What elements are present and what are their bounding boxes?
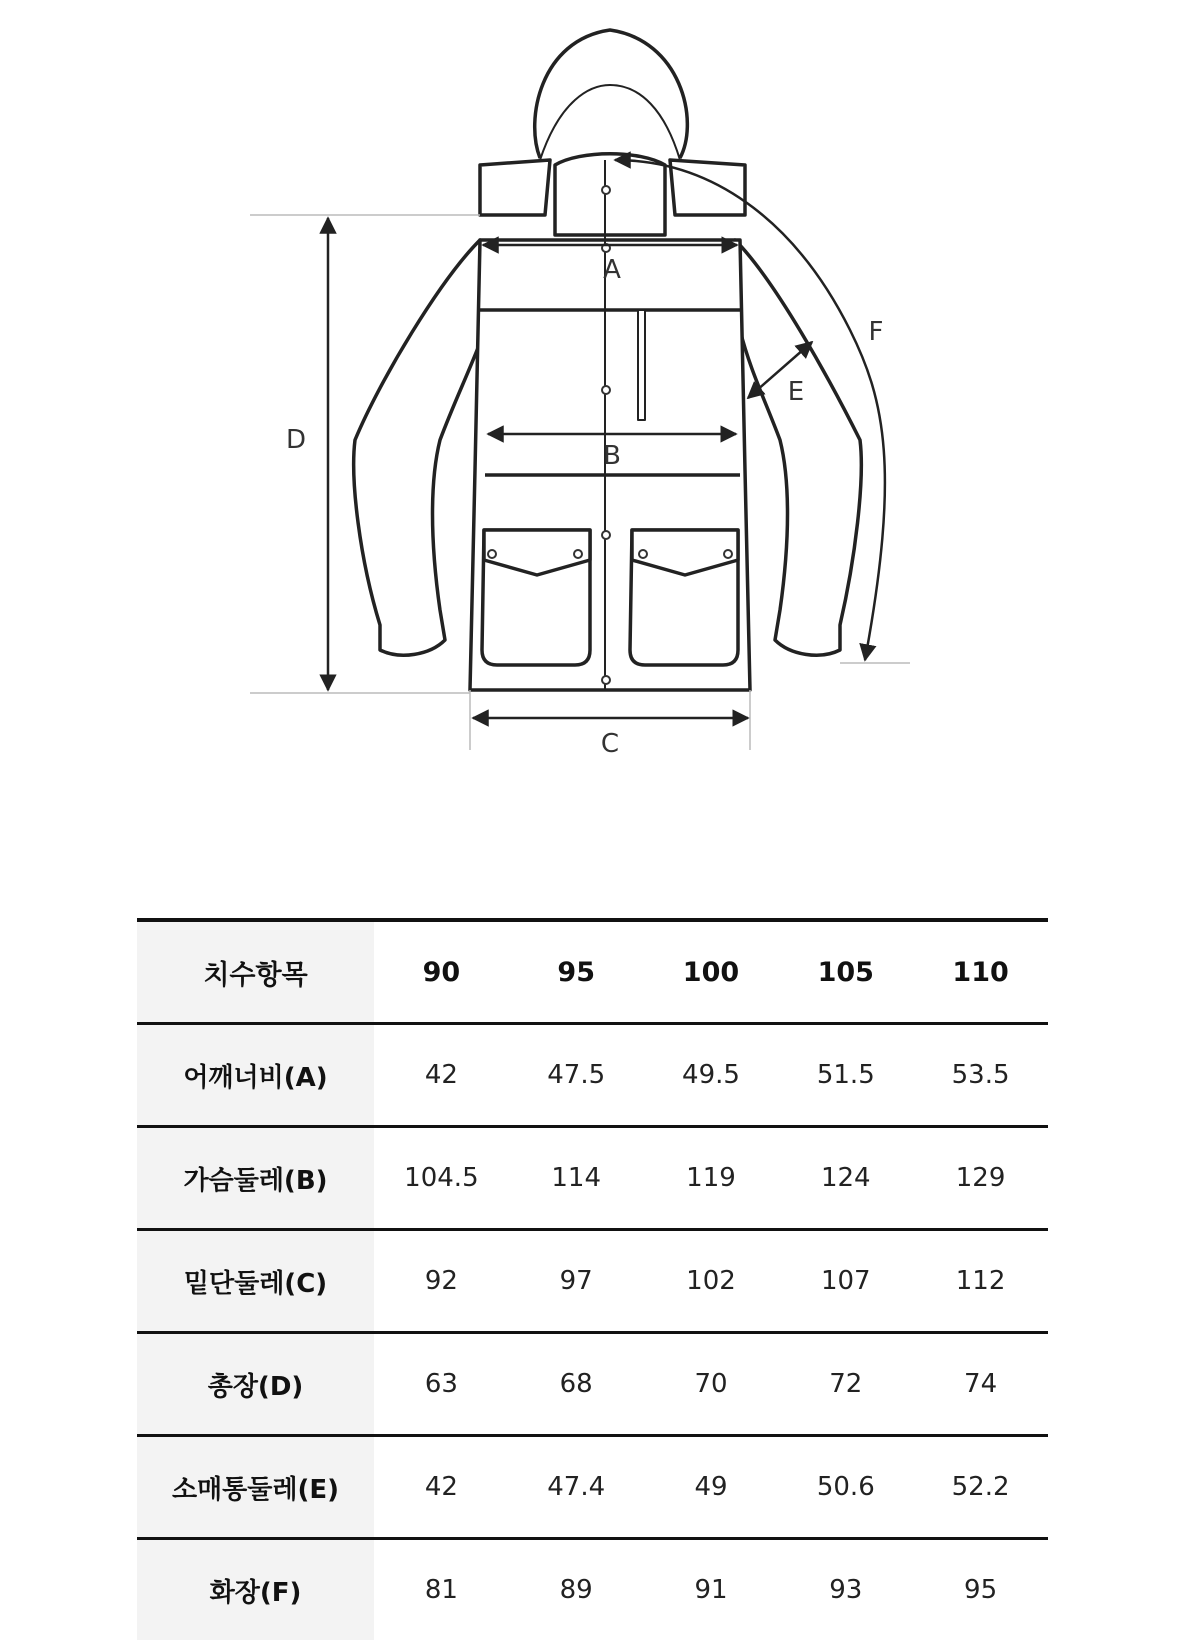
table-cell: 112: [913, 1230, 1048, 1333]
label-c: C: [601, 729, 619, 759]
row-label-length: 총장(D): [137, 1333, 374, 1436]
table-cell: 102: [644, 1230, 779, 1333]
table-row: [137, 1230, 1048, 1333]
table-cell: 47.5: [509, 1024, 644, 1127]
table-cell: 49: [644, 1436, 779, 1539]
size-95: 95: [509, 920, 644, 1024]
table-row: [137, 1539, 1048, 1640]
row-label-sleeve-length: 화장(F): [137, 1539, 374, 1640]
row-label-sleeve-width: 소매통둘레(E): [137, 1436, 374, 1539]
size-100: 100: [644, 920, 779, 1024]
table-cell: 68: [509, 1333, 644, 1436]
table-cell: 104.5: [374, 1127, 509, 1230]
label-d: D: [286, 425, 306, 455]
table-cell: 114: [509, 1127, 644, 1230]
table-cell: 53.5: [913, 1024, 1048, 1127]
size-105: 105: [778, 920, 913, 1024]
label-a: A: [603, 255, 621, 285]
table-row: [137, 1333, 1048, 1436]
table-cell: 92: [374, 1230, 509, 1333]
table-header-row: [137, 920, 1048, 1024]
table-cell: 50.6: [778, 1436, 913, 1539]
table-cell: 42: [374, 1436, 509, 1539]
table-cell: 72: [778, 1333, 913, 1436]
table-row: [137, 1024, 1048, 1127]
jacket-measurement-diagram: [0, 0, 1200, 780]
row-label-chest: 가슴둘레(B): [137, 1127, 374, 1230]
table-cell: 42: [374, 1024, 509, 1127]
table-cell: 74: [913, 1333, 1048, 1436]
table-row: [137, 1127, 1048, 1230]
table-cell: 124: [778, 1127, 913, 1230]
table-cell: 63: [374, 1333, 509, 1436]
table-cell: 97: [509, 1230, 644, 1333]
label-f: F: [869, 317, 884, 347]
label-e: E: [788, 377, 804, 407]
table-cell: 119: [644, 1127, 779, 1230]
table-cell: 107: [778, 1230, 913, 1333]
table-cell: 52.2: [913, 1436, 1048, 1539]
table-row: [137, 1436, 1048, 1539]
table-cell: 47.4: [509, 1436, 644, 1539]
table-cell: 91: [644, 1539, 779, 1640]
label-b: B: [603, 441, 621, 471]
size-chart-table: [137, 918, 1048, 1640]
table-cell: 95: [913, 1539, 1048, 1640]
table-cell: 49.5: [644, 1024, 779, 1127]
header-label: 치수항목: [137, 920, 374, 1024]
table-cell: 70: [644, 1333, 779, 1436]
size-90: 90: [374, 920, 509, 1024]
table-cell: 51.5: [778, 1024, 913, 1127]
row-label-hem: 밑단둘레(C): [137, 1230, 374, 1333]
jacket-illustration: [0, 0, 1200, 780]
table-cell: 129: [913, 1127, 1048, 1230]
table-cell: 81: [374, 1539, 509, 1640]
table-cell: 93: [778, 1539, 913, 1640]
size-110: 110: [913, 920, 1048, 1024]
table-cell: 89: [509, 1539, 644, 1640]
row-label-shoulder: 어깨너비(A): [137, 1024, 374, 1127]
